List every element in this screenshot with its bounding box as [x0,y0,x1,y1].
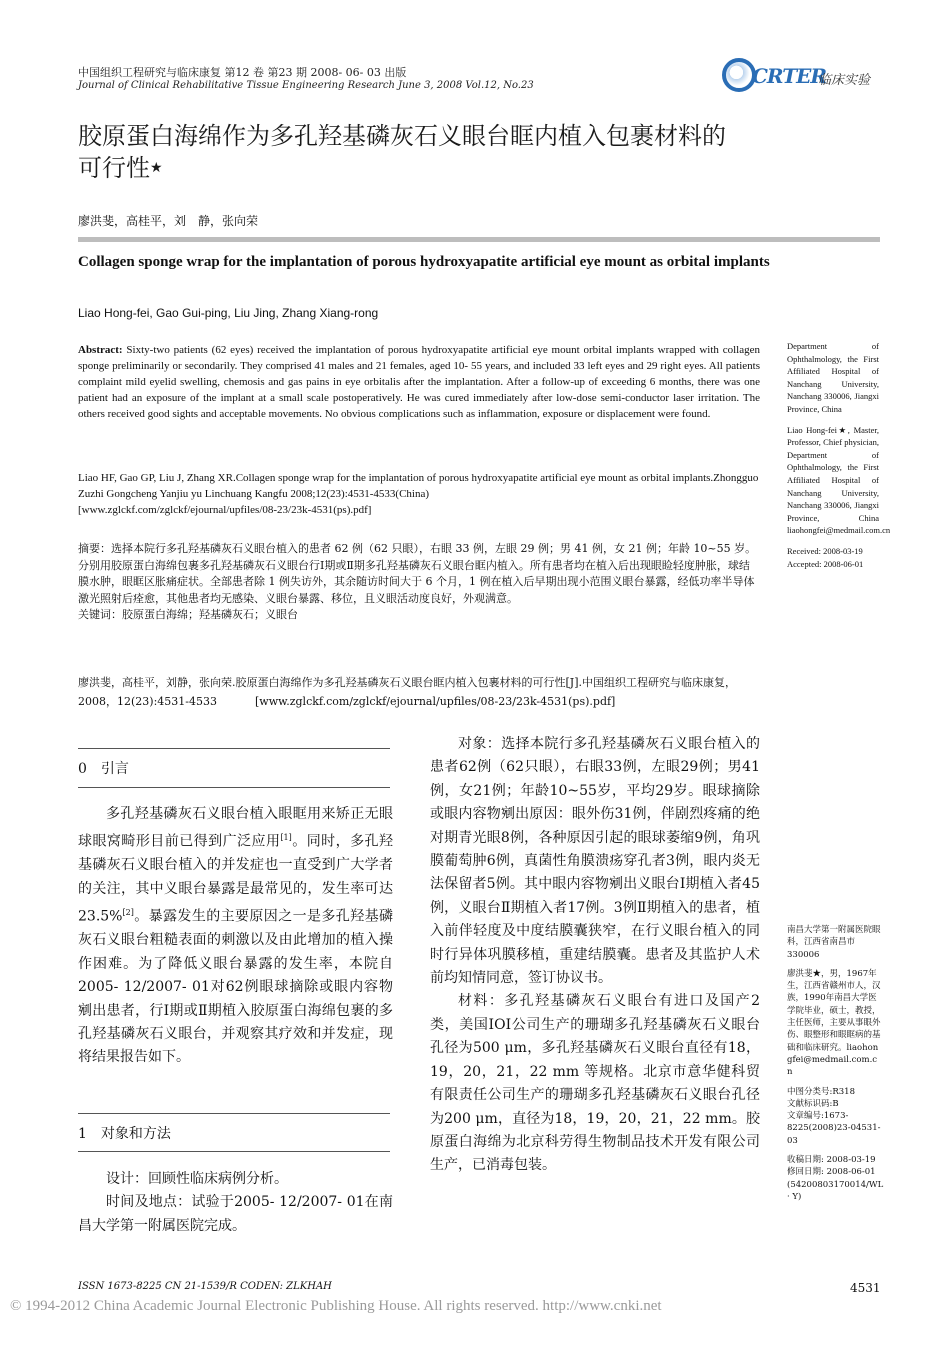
affiliation-cn: 南昌大学第一附属医院眼科，江西省南昌市 330006 [787,925,881,960]
abstract-cn [78,541,760,624]
intro-part-3: 。暴露发生的主要原因之一是多孔羟基磷灰石义眼台粗糙表面的刺激以及由此增加的植入操作困难。为了降低义眼台暴露的发生率，本院自2005- 12/2007- 01对62例眼球摘除或眼内容物剜出患者，行Ⅰ期或Ⅱ期植入胶原蛋白海绵包裹的多孔羟基磷灰石义眼台，并观察其疗效和并发症，现将结果报告如下。 [78,908,393,1066]
abstract-en [78,342,760,422]
section-rule [78,1151,390,1152]
article-title-en: Collagen sponge wrap for the implantation of porous hydroxyapatite artificial eye mount as orbital implants [78,254,770,270]
intro-part-2: 。同时，多孔羟基磷灰石义眼台植入的并发症也一直受到广大学者的关注，其中义眼台暴露是最常见的，发生率可达23.5% [78,834,393,925]
sidebar-cn [787,924,884,1203]
page-number: 4531 [850,1281,881,1295]
editor-code: (54200803170014/WL · Y) [787,1179,884,1202]
design-text: 设计：回顾性临床病例分析。 [106,1171,288,1187]
materials-text: 材料：多孔羟基磷灰石义眼台有进口及国产2类，美国IOI公司生产的珊瑚多孔羟基磷灰石义眼台孔径为500 μm，多孔羟基磷灰石义眼台直径有18，19，20，21，22 mm 等规格。北京市意华健科贸有限责任公司生产的珊瑚多孔羟基磷灰石义眼台孔径为200 μm，直径为18，19，20，21，22 mm。胶原蛋白海绵为北京科劳得生物制品技术开发有限公司生产，已消毒包装。 [430,993,760,1174]
authors-cn: 廖洪斐，高桂平，刘 静，张向荣 [78,214,259,228]
section-1-heading: 1 对象和方法 [78,1126,171,1142]
received-date-en: Received: 2008-03-19 [787,545,863,556]
citation-cn-url[interactable]: [www.zglckf.com/zglckf/ejournal/upfiles/08-23/23k-4531(ps).pdf] [254,695,616,708]
citation-en-url[interactable]: [www.zglckf.com/zglckf/ejournal/upfiles/08-23/23k-4531(ps).pdf] [78,504,372,516]
logo-section-label: 临床实验 [818,73,871,88]
reference-1[interactable]: [1] [280,833,292,843]
abstract-cn-text: 摘要：选择本院行多孔羟基磷灰石义眼台植入的患者 62 例（62 只眼），右眼 33 例，左眼 29 例；男 41 例，女 21 例；年龄 10~55 岁。分别用胶原蛋白海绵包裹多孔羟基磷灰石义眼台行Ⅰ期或Ⅱ期多孔羟基磷灰石义眼台眶内植入。所有患者均在植入后出现眼睑轻度肿胀，球结膜水肿，眼眶区胀痛症状。全部患者除 1 例失访外，其余随访时间大于 6 个月，1 例在植入后早期出现小范围义眼台暴露，经低功率半导体激光照射后痊愈，其他患者均无感染、义眼台暴露、移位，且义眼活动度良好，外观满意。 [78,542,757,605]
accepted-date-en: Accepted: 2008-06-01 [787,558,864,569]
section-rule [78,787,390,788]
fund-star-icon: ★ [150,160,163,176]
classification-code: 中图分类号:R318 [787,1086,855,1097]
title-cn-line1: 胶原蛋白海绵作为多孔羟基磷灰石义眼台眶内植入包裹材料的 [78,122,726,150]
methods-right [430,733,760,1178]
intro-part-1: 多孔羟基磷灰石义眼台植入眼眶用来矫正无眼球眼窝畸形目前已得到广泛应用 [78,806,393,851]
logo-globe-icon [722,58,756,92]
title-cn-line2: 可行性 [78,154,150,182]
title-divider [78,237,880,242]
abstract-text: Sixty-two patients (62 eyes) received the implantation of porous hydroxyapatite artificial eye mount orbital implants wrapped with collagen sponge preliminarily or secondarily. They comprised 41 males and 21 females, aged 10- 55 years, and included 33 left eyes and 29 right eyes. All patients complaint mild eyelid swelling, chemosis and gas pains in eye orbitalis after the implantation. After a follow-up of exceeding 6 months, there was one patient had an exposure of the implant at a small scale postoperatively. He was cured immediately after low-dose semi-conductor laser irritation. The others received good sights and acceptable movements. No obvious complications such as inflammation, exposure or displacement were found. [78,344,760,420]
document-code: 文献标识码:B [787,1098,839,1109]
citation-en [78,470,760,518]
sidebar-en [787,340,891,570]
logo-text: CRTER [752,64,826,88]
time-place-text: 时间及地点：试验于2005- 12/2007- 01在南昌大学第一附属医院完成。 [78,1194,393,1234]
citation-cn-text: 廖洪斐，高桂平，刘静，张向荣.胶原蛋白海绵作为多孔羟基磷灰石义眼台眶内植入包裹材料的可行性[J].中国组织工程研究与临床康复，2008，12(23):4531-4533 [78,676,736,708]
journal-header-cn: 中国组织工程研究与临床康复 第12 卷 第23 期 2008- 06- 03 出版 [78,66,407,79]
issn-line: ISSN 1673-8225 CN 21-1539/R CODEN: ZLKHAH [78,1281,332,1292]
article-number: 文章编号:1673-8225(2008)23-04531-03 [787,1111,881,1146]
journal-logo [722,58,882,96]
reference-2[interactable]: [2] [122,908,134,918]
revised-date-cn: 修回日期: 2008-06-01 [787,1167,876,1178]
section-rule [78,1113,390,1114]
keywords-cn: 关键词：胶原蛋白海绵；羟基磷灰石；义眼台 [78,608,298,621]
subjects-text: 对象：选择本院行多孔羟基磷灰石义眼台植入的患者62例（62只眼），右眼33例，左眼29例；男41例，女21例；年龄10~55岁，平均29岁。眼球摘除或眼内容物剜出原因：眼外伤31例，伴剧烈疼痛的绝对期青光眼8例，各种原因引起的眼球萎缩9例，角巩膜葡萄肿6例，真菌性角膜溃疡穿孔者3例，眼内炎无法保留者5例。其中眼内容物剜出义眼台Ⅰ期植入者45例，义眼台Ⅱ期植入者17例。3例Ⅱ期植入的患者，植入前伴轻度及中度结膜囊狭窄，在行义眼台植入的同时行异体巩膜移植，重建结膜囊。患者及其监护人术前均知情同意，签订协议书。 [430,736,760,987]
article-title-cn [78,120,778,184]
affiliation-en: Department of Ophthalmology, the First Affiliated Hospital of Nanchang University, Nanchang 330006, Jiangxi Province, China [787,341,879,414]
section-0-heading: 0 引言 [78,761,129,777]
received-date-cn: 收稿日期: 2008-03-19 [787,1155,876,1166]
citation-cn [78,673,760,711]
copyright-notice: © 1994-2012 China Academic Journal Electronic Publishing House. All rights reserved. http://www.cnki.net [10,1298,662,1314]
journal-header-en: Journal of Clinical Rehabilitative Tissue Engineering Research June 3, 2008 Vol.12, No.23 [78,80,534,91]
introduction-text [78,803,393,1070]
abstract-label: Abstract: [78,344,123,356]
authors-en: Liao Hong-fei, Gao Gui-ping, Liu Jing, Zhang Xiang-rong [78,306,379,320]
section-rule [78,748,390,749]
methods-left [78,1168,393,1238]
author-info-cn: 廖洪斐★，男，1967年生，江西省赣州市人，汉族，1990年南昌大学医学院毕业，硕士，教授，主任医师，主要从事眼外伤、眼整形和眼眶病的基础和临床研究。liaohongfei@medmail.com.cn [787,968,881,1078]
citation-en-text: Liao HF, Gao GP, Liu J, Zhang XR.Collagen sponge wrap for the implantation of porous hydroxyapatite artificial eye mount as orbital implants.Zhongguo Zuzhi Gongcheng Yanjiu yu Linchuang Kangfu 2008;12(23):4531-4533(China) [78,472,759,500]
author-info-en: Liao Hong-fei★, Master, Professor, Chief physician, Department of Ophthalmology, the First Affiliated Hospital of Nanchang University, Nanchang 330006, Jiangxi Province, China liaohongfei@medmail.com.cn [787,424,891,536]
